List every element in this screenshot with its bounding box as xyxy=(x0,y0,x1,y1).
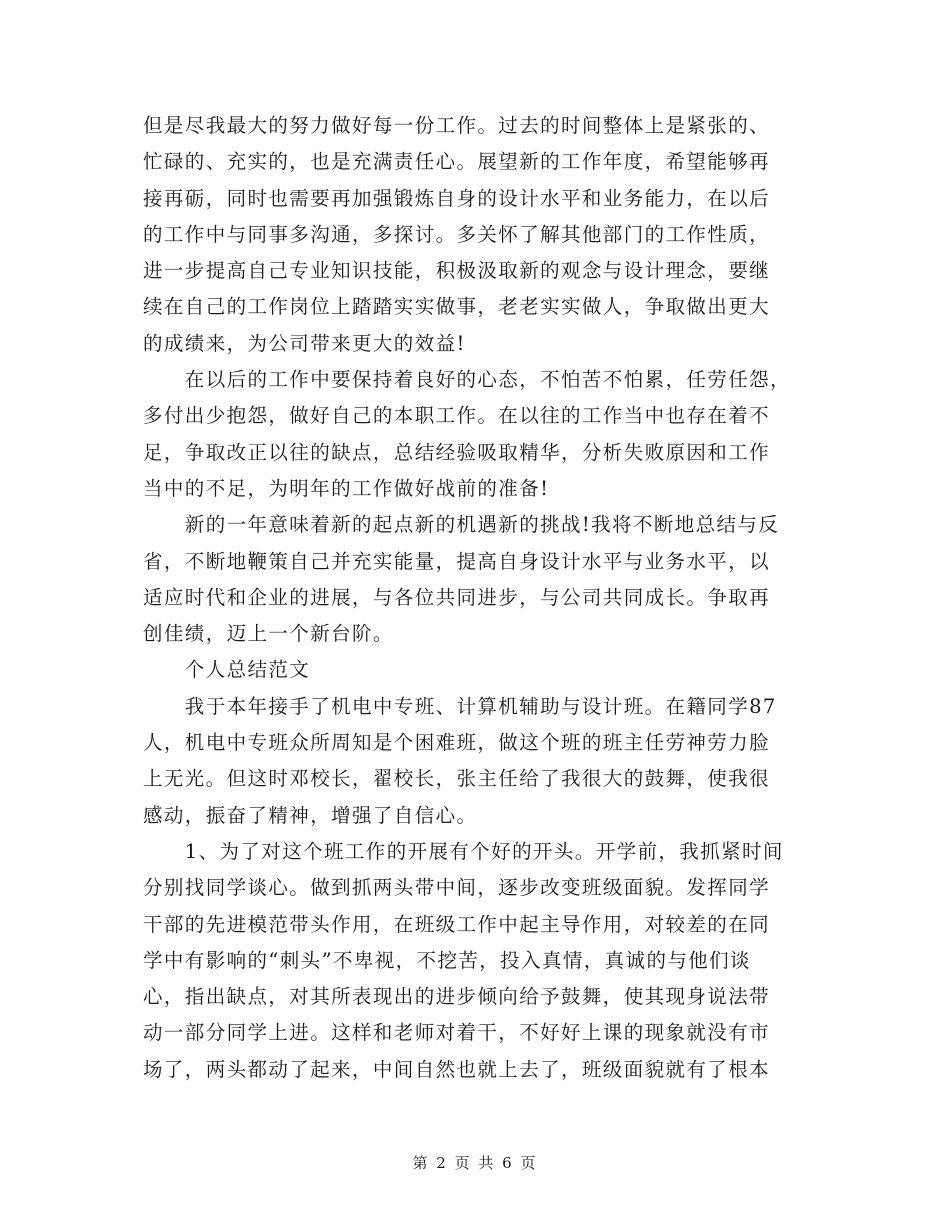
text-line: 接再砺，同时也需要再加强锻炼自身的设计水平和业务能力，在以后 xyxy=(143,186,771,210)
document-body xyxy=(143,108,803,1088)
text-line: 进一步提高自己专业知识技能，积极汲取新的观念与设计理念，要继 xyxy=(143,259,771,283)
text-line: 在以后的工作中要保持着良好的心态，不怕苦不怕累，任劳任怨， xyxy=(143,368,791,392)
text-line: 忙碌的、充实的，也是充满责任心。展望新的工作年度，希望能够再 xyxy=(143,150,771,174)
text-line: 当中的不足，为明年的工作做好战前的准备! xyxy=(143,476,550,500)
text-line: 人，机电中专班众所周知是个困难班，做这个班的班主任劳神劳力脸 xyxy=(143,731,771,755)
text-line: 适应时代和企业的进展，与各位共同进步，与公司共同成长。争取再 xyxy=(143,585,771,609)
text-line: 省，不断地鞭策自己并充实能量，提高自身设计水平与业务水平，以 xyxy=(143,549,771,573)
text-line: 创佳绩，迈上一个新台阶。 xyxy=(143,622,394,646)
page-number: 第 2 页 共 6 页 xyxy=(412,1154,538,1172)
text-line: 我于本年接手了机电中专班、计算机辅助与设计班。在籍同学87 xyxy=(143,694,777,718)
text-line: 分别找同学谈心。做到抓两头带中间，逐步改变班级面貌。发挥同学 xyxy=(143,876,771,900)
text-line: 场了，两头都动了起来，中间自然也就上去了，班级面貌就有了根本 xyxy=(143,1057,771,1081)
text-line: 动一部分同学上进。这样和老师对着干，不好好上课的现象就没有市 xyxy=(143,1021,771,1045)
text-line: 1、为了对这个班工作的开展有个好的开头。开学前，我抓紧时间 xyxy=(143,839,784,863)
text-line: 感动，振奋了精神，增强了自信心。 xyxy=(143,803,478,827)
text-line: 但是尽我最大的努力做好每一份工作。过去的时间整体上是紧张的、 xyxy=(143,114,771,137)
text-line: 的成绩来，为公司带来更大的效益! xyxy=(143,331,466,355)
section-heading: 个人总结范文 xyxy=(143,658,311,682)
text-line: 多付出少抱怨，做好自己的本职工作。在以往的工作当中也存在着不 xyxy=(143,404,771,428)
text-line: 续在自己的工作岗位上踏踏实实做事，老老实实做人，争取做出更大 xyxy=(143,295,771,319)
text-line: 干部的先进模范带头作用，在班级工作中起主导作用，对较差的在同 xyxy=(143,912,771,936)
text-line: 的工作中与同事多沟通，多探讨。多关怀了解其他部门的工作性质， xyxy=(143,222,771,246)
text-line: 新的一年意味着新的起点新的机遇新的挑战!我将不断地总结与反 xyxy=(143,513,780,537)
text-line: 足，争取改正以往的缺点，总结经验吸取精华，分析失败原因和工作 xyxy=(143,440,771,464)
text-line: 上无光。但这时邓校长，翟校长，张主任给了我很大的鼓舞，使我很 xyxy=(143,767,771,791)
text-line: 心，指出缺点，对其所表现出的进步倾向给予鼓舞，使其现身说法带 xyxy=(143,985,771,1009)
text-line: 学中有影响的“刺头”不卑视，不挖苦，投入真情，真诚的与他们谈 xyxy=(143,948,751,972)
